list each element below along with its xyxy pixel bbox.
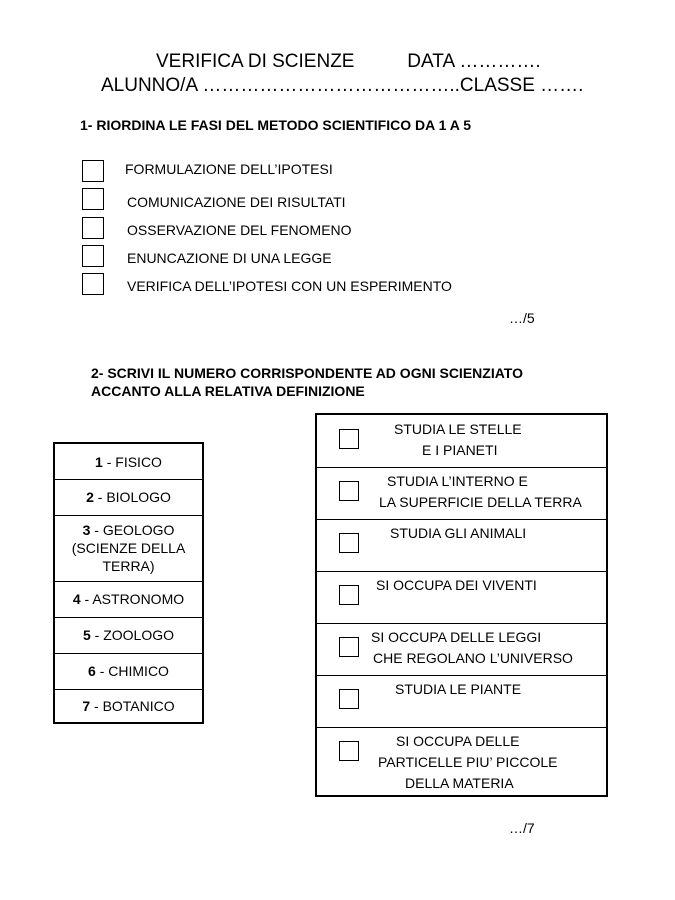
table-row bbox=[317, 467, 606, 520]
scientist-label: - FISICO bbox=[102, 453, 162, 470]
list-item: VERIFICA DELL’IPOTESI CON UN ESPERIMENTO bbox=[127, 278, 452, 294]
order-checkbox[interactable] bbox=[82, 245, 104, 267]
table-row bbox=[317, 675, 606, 728]
answer-checkbox[interactable] bbox=[339, 689, 359, 709]
table-row bbox=[317, 415, 606, 468]
list-item: OSSERVAZIONE DEL FENOMENO bbox=[127, 222, 352, 238]
scientist-label: - ASTRONOMO bbox=[80, 591, 185, 607]
section2-score: …/7 bbox=[509, 820, 535, 836]
definition-line: SI OCCUPA DELLE LEGGI bbox=[371, 629, 542, 645]
definition-line: STUDIA LE STELLE bbox=[394, 421, 522, 437]
table-row bbox=[317, 727, 606, 795]
table-row bbox=[55, 444, 202, 480]
table-row bbox=[55, 581, 202, 618]
answer-checkbox[interactable] bbox=[339, 637, 359, 657]
scientist-number: 2 bbox=[86, 489, 94, 505]
answer-checkbox[interactable] bbox=[339, 533, 359, 553]
table-row bbox=[55, 515, 202, 582]
answer-checkbox[interactable] bbox=[339, 429, 359, 449]
scientist-label: - GEOLOGO bbox=[90, 522, 175, 538]
definition-line: DELLA MATERIA bbox=[405, 775, 514, 791]
scientist-label: - ZOOLOGO bbox=[90, 627, 175, 643]
scientists-table bbox=[53, 442, 204, 724]
scientist-number: 3 bbox=[82, 522, 91, 538]
definition-line: STUDIA LE PIANTE bbox=[395, 681, 522, 697]
definition-line: SI OCCUPA DELLE bbox=[396, 733, 520, 749]
definition-line: STUDIA L’INTERNO E bbox=[387, 473, 528, 489]
scientist-number: 4 bbox=[72, 591, 81, 607]
section2-title-line2: ACCANTO ALLA RELATIVA DEFINIZIONE bbox=[91, 383, 365, 399]
answer-checkbox[interactable] bbox=[339, 585, 359, 605]
scientist-label: - BOTANICO bbox=[90, 697, 175, 714]
scientist-label: - BIOLOGO bbox=[93, 489, 171, 505]
definition-line: PARTICELLE PIU’ PICCOLE bbox=[378, 754, 558, 770]
table-row bbox=[55, 479, 202, 516]
table-row bbox=[317, 519, 606, 572]
answer-checkbox[interactable] bbox=[339, 741, 359, 761]
definition-line: E I PIANETI bbox=[422, 442, 498, 458]
order-checkbox[interactable] bbox=[82, 160, 104, 182]
table-row bbox=[55, 617, 202, 654]
order-checkbox[interactable] bbox=[82, 188, 104, 210]
definition-line: CHE REGOLANO L’UNIVERSO bbox=[373, 650, 573, 666]
list-item: ENUNCAZIONE DI UNA LEGGE bbox=[127, 250, 332, 266]
definition-line: STUDIA GLI ANIMALI bbox=[390, 525, 527, 541]
scientist-number: 5 bbox=[82, 627, 91, 643]
scientist-number: 1 bbox=[95, 453, 103, 470]
list-item: FORMULAZIONE DELL’IPOTESI bbox=[125, 161, 333, 177]
order-checkbox[interactable] bbox=[82, 273, 104, 295]
definition-line: LA SUPERFICIE DELLA TERRA bbox=[379, 494, 582, 510]
definitions-table bbox=[315, 413, 608, 797]
scientist-note: (SCIENZE DELLA bbox=[71, 540, 186, 556]
section1-score: …/5 bbox=[509, 310, 535, 326]
scientist-number: 7 bbox=[82, 697, 91, 714]
order-checkbox[interactable] bbox=[82, 217, 104, 239]
scientist-note: TERRA) bbox=[102, 558, 155, 574]
table-row bbox=[55, 689, 202, 722]
header-title-date: VERIFICA DI SCIENZE DATA …………. bbox=[156, 51, 541, 72]
header-student-class: ALUNNO/A …………………………………..CLASSE ……. bbox=[101, 75, 584, 96]
scientist-number: 6 bbox=[88, 663, 96, 679]
table-row bbox=[55, 653, 202, 690]
section2-title-line1: 2- SCRIVI IL NUMERO CORRISPONDENTE AD OGNI SCIENZIATO bbox=[91, 365, 523, 381]
table-row bbox=[317, 571, 606, 624]
section1-title: 1- RIORDINA LE FASI DEL METODO SCIENTIFICO DA 1 A 5 bbox=[80, 117, 472, 133]
list-item: COMUNICAZIONE DEI RISULTATI bbox=[127, 194, 346, 210]
table-row bbox=[317, 623, 606, 676]
scientist-label: - CHIMICO bbox=[95, 663, 169, 679]
answer-checkbox[interactable] bbox=[339, 481, 359, 501]
definition-line: SI OCCUPA DEI VIVENTI bbox=[376, 577, 537, 593]
